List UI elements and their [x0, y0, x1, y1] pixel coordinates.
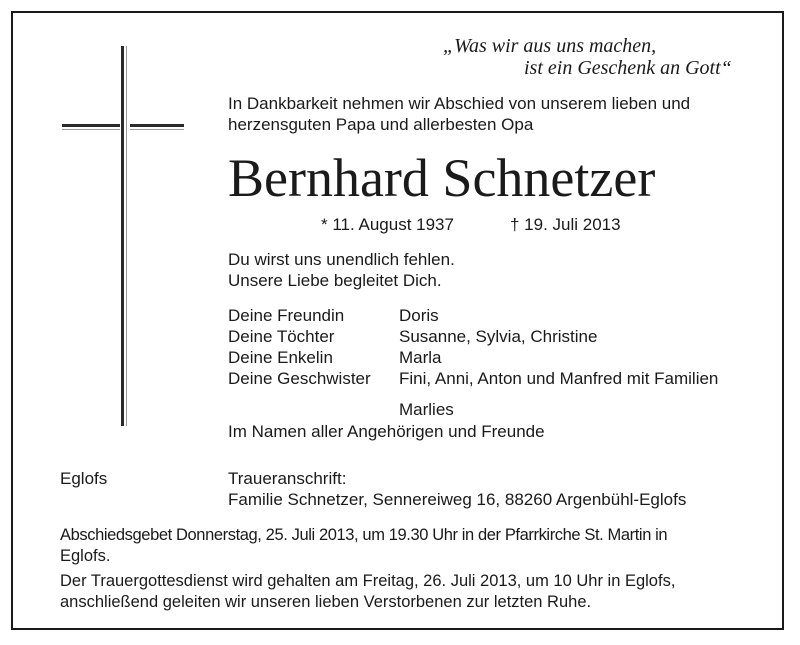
mourner-names: Susanne, Sylvia, Christine [399, 327, 598, 346]
mass-line-2: anschließend geleiten wir unseren lieben Verstorbenen zur letzten Ruhe. [60, 593, 592, 611]
mourner-relation: Deine Töchter [228, 327, 335, 346]
address-value: Familie Schnetzer, Sennereiweg 16, 88260 Argenbühl-Eglofs [228, 490, 687, 509]
mourner-relation: Deine Geschwister [228, 369, 371, 388]
message-line-1: Du wirst uns unendlich fehlen. [228, 250, 455, 269]
prayer-line-2: Eglofs. [60, 547, 111, 565]
motto-line-2: ist ein Geschenk an Gott“ [524, 57, 732, 79]
intro-line-1: In Dankbarkeit nehmen wir Abschied von unserem lieben und [228, 94, 691, 113]
birth-date: * 11. August 1937 [321, 215, 454, 234]
closing-line: Im Namen aller Angehörigen und Freunde [228, 422, 545, 441]
mourner-relation: Deine Freundin [228, 306, 345, 325]
mourner-names: Marla [399, 348, 442, 367]
motto-line-1: „Was wir aus uns machen, [443, 35, 657, 57]
message-line-2: Unsere Liebe begleitet Dich. [228, 271, 442, 290]
mourner-names: Fini, Anni, Anton und Manfred mit Familien [399, 369, 719, 388]
address-label: Traueranschrift: [228, 469, 347, 488]
place-name: Eglofs [60, 469, 108, 488]
extra-mourner-name: Marlies [399, 400, 454, 419]
deceased-name: Bernhard Schnetzer [228, 148, 656, 208]
prayer-line-1: Abschiedsgebet Donnerstag, 25. Juli 2013, um 19.30 Uhr in der Pfarrkirche St. Martin in [60, 526, 668, 544]
intro-line-2: herzensguten Papa und allerbesten Opa [228, 115, 534, 134]
mourner-relation: Deine Enkelin [228, 348, 333, 367]
mass-line-1: Der Trauergottesdienst wird gehalten am Freitag, 26. Juli 2013, um 10 Uhr in Eglofs, [60, 572, 676, 590]
death-date: † 19. Juli 2013 [510, 215, 621, 234]
mourner-names: Doris [399, 306, 439, 325]
